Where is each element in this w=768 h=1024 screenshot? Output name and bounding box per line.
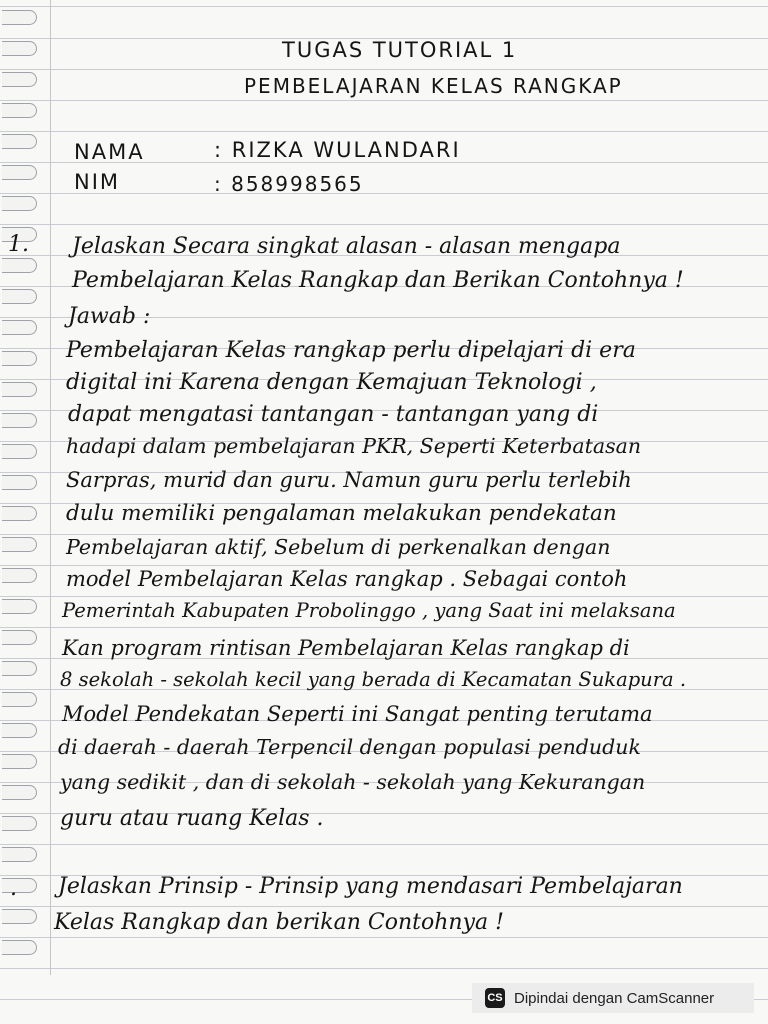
question-1-line: Jelaskan Secara singkat alasan - alasan mengapa [72, 234, 621, 259]
spiral-ring [2, 258, 37, 273]
question-2-number: . [10, 876, 17, 901]
spiral-ring [2, 723, 37, 738]
answer-line: dapat mengatasi tantangan - tantangan yang di [68, 402, 599, 427]
nim-label: NIM [74, 170, 121, 194]
answer-line: model Pembelajaran Kelas rangkap . Sebagai contoh [66, 567, 628, 591]
course-title: PEMBELAJARAN KELAS RANGKAP [244, 74, 623, 98]
spiral-ring [2, 165, 37, 180]
answer-line: Sarpras, murid dan guru. Namun guru perlu terlebih [66, 468, 632, 492]
spiral-ring [2, 10, 37, 25]
spiral-ring [2, 134, 37, 149]
spiral-ring [2, 475, 37, 490]
answer-line: dulu memiliki pengalaman melakukan pendekatan [66, 501, 617, 526]
spiral-ring [2, 506, 37, 521]
question-2-line: Kelas Rangkap dan berikan Contohnya ! [54, 910, 504, 935]
question-1-line: Pembelajaran Kelas Rangkap dan Berikan Contohnya ! [72, 268, 684, 293]
spiral-ring [2, 382, 37, 397]
spiral-ring [2, 940, 37, 955]
answer-line: Pemerintah Kabupaten Probolinggo , yang Saat ini melaksana [62, 599, 676, 622]
answer-line: 8 sekolah - sekolah kecil yang berada di Kecamatan Sukapura . [60, 668, 687, 691]
answer-line: hadapi dalam pembelajaran PKR, Seperti Keterbatasan [66, 434, 642, 458]
answer-line: yang sedikit , dan di sekolah - sekolah yang Kekurangan [60, 770, 646, 794]
answer-line: Kan program rintisan Pembelajaran Kelas rangkap di [62, 636, 630, 660]
answer-line: Pembelajaran aktif, Sebelum di perkenalkan dengan [66, 535, 611, 559]
spiral-ring [2, 661, 37, 676]
watermark-text: Dipindai dengan CamScanner [514, 989, 715, 1007]
question-2-line: Jelaskan Prinsip - Prinsip yang mendasari Pembelajaran [58, 874, 683, 899]
question-1-number: 1. [8, 232, 29, 257]
spiral-binding [0, 10, 42, 970]
camscanner-logo-icon: CS [485, 988, 505, 1008]
answer-label: Jawab : [68, 304, 151, 329]
assignment-title: TUGAS TUTORIAL 1 [282, 38, 518, 62]
spiral-ring [2, 72, 37, 87]
answer-line: di daerah - daerah Terpencil dengan populasi penduduk [58, 735, 641, 759]
name-label: NAMA [74, 140, 145, 164]
spiral-ring [2, 568, 37, 583]
spiral-ring [2, 878, 37, 893]
spiral-ring [2, 754, 37, 769]
spiral-ring [2, 847, 37, 862]
answer-line: Model Pendekatan Seperti ini Sangat penting terutama [62, 702, 653, 726]
answer-line: Pembelajaran Kelas rangkap perlu dipelajari di era [66, 338, 636, 363]
spiral-ring [2, 785, 37, 800]
spiral-ring [2, 196, 37, 211]
spiral-ring [2, 289, 37, 304]
answer-line: guru atau ruang Kelas . [60, 806, 324, 831]
spiral-ring [2, 413, 37, 428]
answer-line: digital ini Karena dengan Kemajuan Teknologi , [66, 370, 597, 395]
spiral-ring [2, 599, 37, 614]
spiral-ring [2, 103, 37, 118]
name-value: : RIZKA WULANDARI [214, 138, 461, 162]
spiral-ring [2, 537, 37, 552]
camscanner-watermark [472, 983, 754, 1013]
spiral-ring [2, 909, 37, 924]
spiral-ring [2, 41, 37, 56]
spiral-ring [2, 444, 37, 459]
spiral-ring [2, 816, 37, 831]
spiral-ring [2, 692, 37, 707]
margin-line [50, 0, 51, 975]
nim-value: : 858998565 [214, 172, 364, 196]
spiral-ring [2, 320, 37, 335]
spiral-ring [2, 630, 37, 645]
spiral-ring [2, 351, 37, 366]
